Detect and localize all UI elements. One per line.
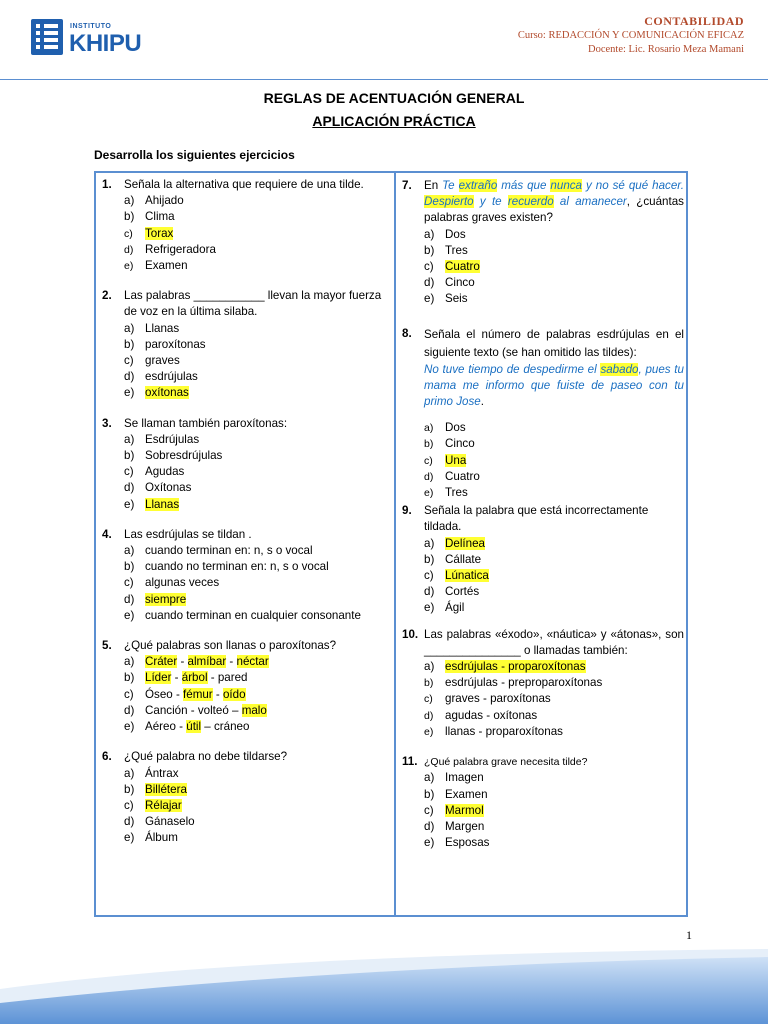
- word-separator: -: [187, 703, 198, 717]
- option-letter: d): [424, 819, 435, 833]
- answer-option: [400, 291, 684, 307]
- question-number: 3.: [102, 416, 112, 430]
- option-text: Margen: [445, 819, 485, 833]
- answer-option: [100, 369, 388, 385]
- answer-option: [100, 814, 388, 830]
- answer-option: [100, 670, 388, 686]
- question-4: [100, 527, 388, 624]
- header-divider: [0, 79, 768, 80]
- instruction-text: Desarrolla los siguientes ejercicios: [94, 148, 295, 162]
- option-word: almíbar: [187, 655, 227, 669]
- option-text: Cinco: [445, 276, 475, 290]
- option-letter: b): [124, 782, 135, 796]
- question-stem: Se llaman también paroxítonas:: [124, 416, 288, 430]
- answer-option: [400, 675, 684, 691]
- answer-option: [100, 654, 388, 670]
- answer-option: [100, 830, 388, 846]
- answer-option: [400, 835, 684, 851]
- question-number: 4.: [102, 527, 112, 541]
- option-letter: b): [424, 552, 435, 566]
- quoted-text: y no sé qué hacer.: [585, 179, 684, 192]
- question-number: 6.: [102, 750, 112, 764]
- question-3: [100, 416, 388, 513]
- option-text: Ahijado: [145, 194, 184, 208]
- option-text: Cállate: [445, 552, 482, 566]
- question-number: 10.: [402, 627, 419, 641]
- word-separator: -: [177, 655, 188, 669]
- answer-option: [400, 469, 684, 485]
- option-word: Canción: [145, 703, 188, 717]
- answer-option: [400, 724, 684, 740]
- question-stem: ¿Qué palabra no debe tildarse?: [124, 750, 288, 764]
- option-text: Clima: [145, 210, 175, 224]
- option-letter: e): [124, 497, 135, 511]
- answer-option: [400, 227, 684, 243]
- answer-option: [400, 275, 684, 291]
- answer-option: [100, 258, 388, 274]
- option-text: Billétera: [145, 782, 187, 796]
- option-text: esdrújulas: [145, 370, 198, 384]
- option-word: Líder: [145, 671, 172, 685]
- option-word: árbol: [181, 671, 208, 685]
- option-letter: c): [124, 227, 133, 240]
- answer-option: [100, 209, 388, 225]
- answer-option: [400, 420, 684, 436]
- quoted-text: , pues tu mama me informo que fuiste de paseo con tu primo Jose: [424, 362, 684, 409]
- answer-option: [400, 243, 684, 259]
- option-letter: b): [424, 243, 435, 257]
- stem-tail: , ¿cuántas palabras graves existen?: [424, 195, 684, 225]
- option-text: Cortés: [445, 585, 480, 599]
- option-word: oído: [222, 687, 246, 701]
- question-8: [400, 326, 684, 502]
- option-text: Examen: [445, 787, 488, 801]
- footer-wave: [0, 945, 768, 1024]
- quoted-text: y te: [479, 195, 502, 209]
- question-7: [400, 178, 684, 308]
- option-text: cuando no terminan en: n, s o vocal: [145, 560, 329, 574]
- option-letter: c): [124, 798, 134, 812]
- question-number: 8.: [402, 326, 412, 340]
- option-text: Cinco: [445, 437, 475, 451]
- option-text: Rélajar: [145, 798, 182, 812]
- option-letter: e): [124, 720, 135, 734]
- question-10: [400, 627, 684, 740]
- option-text: Cuatro: [445, 469, 480, 483]
- answer-option: [400, 691, 684, 707]
- answer-option: [100, 385, 388, 401]
- quoted-text: .: [480, 395, 484, 409]
- option-letter: a): [124, 655, 135, 669]
- quoted-text: sabado: [600, 362, 639, 376]
- question-number: 9.: [402, 504, 412, 518]
- answer-option: [100, 687, 388, 703]
- institute-logo: [30, 18, 145, 60]
- word-separator: –: [228, 703, 242, 717]
- word-separator: -: [172, 687, 184, 701]
- quoted-text: No tuve tiempo de despedirme el: [424, 362, 597, 376]
- course-label: Curso: REDACCIÓN Y COMUNICACIÓN EFICAZ: [517, 30, 744, 41]
- answer-option: [400, 536, 684, 552]
- question-5: [100, 638, 388, 735]
- option-text: algunas veces: [145, 576, 220, 590]
- question-stem: Señala la alternativa que requiere de una tilde.: [124, 178, 364, 191]
- page-number: 1: [686, 928, 692, 942]
- option-word: volteó: [197, 703, 229, 717]
- quoted-text: más que: [501, 179, 547, 192]
- option-text: esdrújulas - preproparoxítonas: [445, 676, 603, 690]
- option-letter: d): [124, 592, 135, 606]
- option-letter: a): [124, 194, 135, 208]
- question-stem: Las palabras ___________ llevan la mayor fuerza de voz en la última silaba.: [124, 289, 382, 319]
- option-word: Aéreo: [145, 720, 176, 734]
- logo-big-text: KHIPU: [69, 30, 142, 57]
- option-letter: c): [424, 260, 434, 274]
- option-letter: e): [124, 608, 135, 622]
- option-text: Imagen: [445, 771, 484, 785]
- option-text: Delínea: [445, 536, 485, 550]
- option-text: Sobresdrújulas: [145, 449, 223, 463]
- answer-option: [400, 259, 684, 275]
- option-word: pared: [217, 671, 248, 685]
- option-letter: d): [124, 370, 135, 384]
- answer-option: [100, 353, 388, 369]
- option-text: esdrújulas - proparoxítonas: [445, 660, 586, 674]
- question-1: [100, 177, 388, 274]
- answer-option: [100, 226, 388, 242]
- option-letter: c): [424, 454, 433, 467]
- quoted-text: Te: [442, 179, 455, 192]
- exercise-table: [94, 171, 688, 917]
- option-letter: d): [124, 815, 135, 829]
- option-text: Dos: [445, 421, 466, 435]
- answer-option: [400, 708, 684, 724]
- option-letter: c): [424, 693, 433, 706]
- option-text: Ántrax: [145, 766, 179, 780]
- option-word: néctar: [236, 655, 269, 669]
- option-letter: a): [424, 660, 435, 674]
- answer-option: [100, 592, 388, 608]
- question-number: 1.: [102, 178, 112, 191]
- option-text: Llanas: [145, 497, 180, 511]
- course-info: [518, 14, 744, 57]
- option-text: Seis: [445, 292, 468, 306]
- option-letter: d): [124, 703, 135, 717]
- option-letter: c): [424, 569, 434, 583]
- option-text: oxítonas: [145, 386, 189, 400]
- option-letter: c): [424, 803, 434, 817]
- option-text: llanas - proparoxítonas: [445, 724, 563, 738]
- option-letter: b): [424, 438, 434, 451]
- quoted-text: al amanecer: [559, 195, 627, 209]
- answer-option: [100, 337, 388, 353]
- answer-option: [400, 770, 684, 786]
- option-text: Tres: [445, 486, 468, 500]
- option-letter: b): [124, 449, 135, 463]
- answer-option: [400, 485, 684, 501]
- left-column: [100, 177, 388, 847]
- logo-small-text: INSTITUTO: [70, 23, 112, 30]
- option-text: graves - paroxítonas: [445, 692, 551, 706]
- option-letter: d): [424, 470, 434, 483]
- answer-option: [100, 703, 388, 719]
- question-6: [100, 749, 388, 846]
- question-number: 5.: [102, 639, 112, 653]
- teacher-label: Docente: Lic. Rosario Meza Mamani: [588, 44, 744, 55]
- answer-option: [400, 453, 684, 469]
- word-separator: -: [171, 671, 182, 685]
- option-text: graves: [145, 354, 180, 368]
- option-letter: b): [124, 671, 135, 685]
- option-text: Tres: [445, 243, 468, 257]
- question-stem: Las palabras «éxodo», «náutica» y «átonas», son _______________ o llamadas también:: [424, 627, 684, 657]
- option-letter: a): [124, 321, 135, 335]
- answer-option: [400, 600, 684, 616]
- answer-option: [100, 719, 388, 735]
- option-text: Álbum: [145, 831, 178, 845]
- option-letter: a): [124, 544, 135, 558]
- answer-option: [400, 659, 684, 675]
- answer-option: [100, 782, 388, 798]
- quoted-passage: [400, 362, 684, 411]
- option-letter: d): [424, 276, 435, 290]
- option-letter: e): [424, 292, 435, 306]
- answer-option: [400, 568, 684, 584]
- question-stem: ¿Qué palabras son llanas o paroxítonas?: [124, 639, 337, 653]
- option-letter: a): [424, 771, 435, 785]
- option-letter: b): [424, 677, 434, 690]
- question-number: 11.: [402, 755, 418, 769]
- option-word: malo: [241, 703, 267, 717]
- option-text: Dos: [445, 227, 466, 241]
- option-word: Óseo: [145, 687, 173, 701]
- answer-option: [100, 432, 388, 448]
- option-word: útil: [186, 720, 202, 734]
- word-separator: -: [226, 655, 237, 669]
- answer-option: [400, 819, 684, 835]
- option-text: siempre: [145, 592, 187, 606]
- option-text: Ágil: [445, 601, 465, 615]
- option-text: cuando terminan en: n, s o vocal: [145, 544, 313, 558]
- answer-option: [400, 803, 684, 819]
- question-stem: [400, 178, 684, 227]
- question-stem: Señala el número de palabras esdrújulas en el siguiente texto (se han omitido las tildes):: [424, 327, 684, 359]
- option-text: paroxítonas: [145, 337, 206, 351]
- option-text: Esposas: [445, 836, 490, 850]
- option-letter: b): [124, 560, 135, 574]
- khipu-logo-icon: [30, 18, 64, 56]
- answer-option: [100, 321, 388, 337]
- word-separator: -: [175, 720, 187, 734]
- answer-option: [100, 464, 388, 480]
- option-letter: c): [124, 687, 134, 701]
- question-stem: ¿Qué palabra grave necesita tilde?: [424, 756, 588, 769]
- quoted-text: recuerdo: [507, 195, 554, 209]
- answer-option: [100, 543, 388, 559]
- option-letter: e): [124, 386, 135, 400]
- answer-option: [400, 787, 684, 803]
- option-text: Torax: [145, 226, 174, 240]
- option-text: Llanas: [145, 321, 180, 335]
- answer-option: [100, 608, 388, 624]
- word-separator: –: [201, 720, 214, 734]
- option-word: cráneo: [213, 720, 250, 734]
- page-subtitle: APLICACIÓN PRÁCTICA: [312, 113, 476, 129]
- page-title: REGLAS DE ACENTUACIÓN GENERAL: [263, 90, 525, 106]
- option-letter: d): [424, 585, 435, 599]
- answer-option: [100, 193, 388, 209]
- option-letter: a): [424, 422, 434, 435]
- option-text: Marmol: [445, 803, 484, 817]
- option-letter: d): [424, 709, 434, 722]
- option-text: Oxítonas: [145, 481, 192, 495]
- option-letter: b): [424, 787, 435, 801]
- question-stem: Señala la palabra que está incorrectamente tildada.: [424, 504, 649, 534]
- option-letter: b): [124, 210, 135, 224]
- right-column: [400, 177, 684, 859]
- option-text: Lúnatica: [445, 569, 489, 583]
- option-letter: c): [124, 576, 134, 590]
- question-stem: Las esdrújulas se tildan .: [124, 527, 252, 541]
- column-divider: [394, 173, 396, 915]
- option-word: Cráter: [145, 655, 178, 669]
- question-number: 2.: [102, 289, 112, 303]
- word-separator: -: [212, 687, 223, 701]
- option-text: Examen: [145, 259, 188, 273]
- option-letter: c): [124, 465, 134, 479]
- option-letter: c): [124, 354, 134, 368]
- option-word: fémur: [183, 687, 213, 701]
- option-letter: a): [424, 227, 435, 241]
- option-letter: a): [124, 432, 135, 446]
- quoted-text: Despierto: [424, 195, 474, 209]
- question-9: [400, 503, 684, 616]
- option-text: agudas - oxítonas: [445, 708, 538, 722]
- question-11: [400, 754, 684, 851]
- answer-option: [100, 448, 388, 464]
- option-text: Una: [445, 453, 467, 467]
- option-letter: e): [424, 725, 434, 738]
- option-text: Agudas: [145, 465, 185, 479]
- question-2: [100, 288, 388, 401]
- option-letter: e): [424, 836, 435, 850]
- option-letter: b): [124, 337, 135, 351]
- option-letter: e): [124, 831, 135, 845]
- answer-option: [100, 575, 388, 591]
- answer-option: [100, 242, 388, 258]
- option-letter: e): [424, 601, 435, 615]
- option-text: Cuatro: [445, 260, 480, 274]
- quoted-text: extraño: [458, 179, 498, 192]
- option-letter: a): [424, 536, 435, 550]
- answer-option: [100, 559, 388, 575]
- option-letter: e): [124, 260, 134, 273]
- stem-intro: En: [424, 179, 439, 192]
- option-letter: d): [124, 243, 134, 256]
- quoted-text: nunca: [550, 179, 583, 192]
- word-separator: -: [207, 671, 218, 685]
- answer-option: [400, 436, 684, 452]
- answer-option: [100, 497, 388, 513]
- option-text: cuando terminan en cualquier consonante: [145, 608, 361, 622]
- answer-option: [100, 480, 388, 496]
- option-letter: d): [124, 481, 135, 495]
- answer-option: [400, 552, 684, 568]
- question-number: 7.: [402, 179, 412, 192]
- answer-option: [100, 766, 388, 782]
- option-letter: e): [424, 487, 434, 500]
- subject-label: CONTABILIDAD: [644, 14, 744, 28]
- answer-option: [400, 584, 684, 600]
- page-header: [0, 0, 768, 80]
- answer-option: [100, 798, 388, 814]
- option-text: Gánaselo: [145, 815, 195, 829]
- option-text: Esdrújulas: [145, 432, 200, 446]
- option-letter: a): [124, 766, 135, 780]
- option-text: Refrigeradora: [145, 242, 216, 256]
